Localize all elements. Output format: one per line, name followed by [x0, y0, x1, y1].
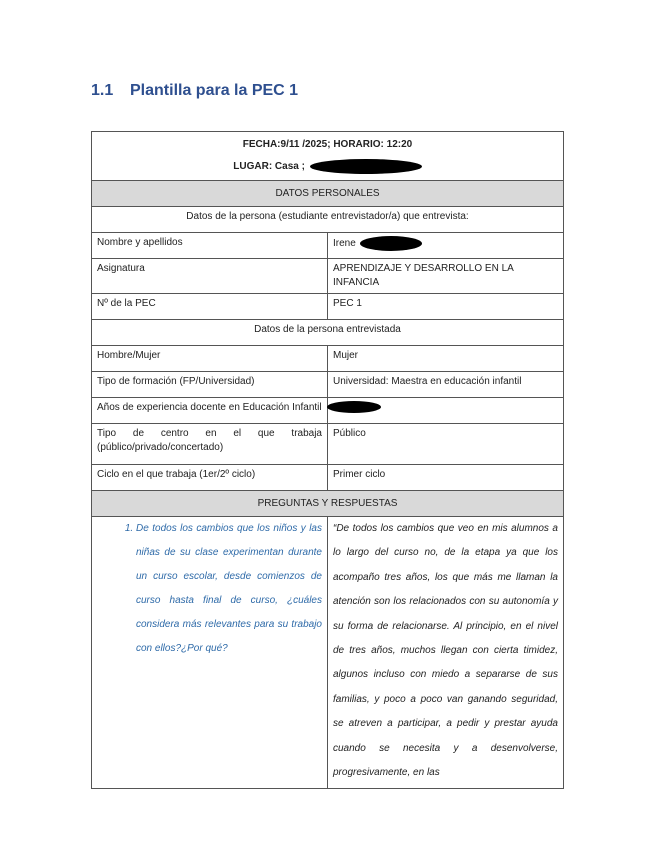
- datos-personales-header: DATOS PERSONALES: [92, 181, 564, 207]
- table-row: [92, 259, 564, 294]
- estudiante-header: Datos de la persona (estudiante entrevistador/a) que entrevista:: [92, 207, 564, 233]
- table-row: [92, 233, 564, 259]
- row-label: Ciclo en el que trabaja (1er/2º ciclo): [92, 465, 328, 491]
- estudiante-header-row: [92, 207, 564, 233]
- redaction-mark: [327, 401, 381, 413]
- table-row: [92, 398, 564, 424]
- row-value: Universidad: Maestra en educación infantil: [328, 372, 564, 398]
- row-label: Nombre y apellidos: [92, 233, 328, 259]
- preguntas-header-row: [92, 491, 564, 517]
- answer-cell: [328, 517, 564, 789]
- datos-personales-header-row: [92, 181, 564, 207]
- section-heading: [91, 82, 298, 100]
- row-value: [328, 398, 564, 424]
- section-number: 1.1: [91, 82, 114, 99]
- row-label: Hombre/Mujer: [92, 346, 328, 372]
- pec-template-table: [91, 131, 564, 789]
- table-row: [92, 372, 564, 398]
- table-row: [92, 294, 564, 320]
- row-label: Asignatura: [92, 259, 328, 294]
- preguntas-header: PREGUNTAS Y RESPUESTAS: [92, 491, 564, 517]
- nombre-value: Irene: [333, 238, 356, 250]
- row-value: Primer ciclo: [328, 465, 564, 491]
- question-cell: [92, 517, 328, 789]
- entrevistada-header-row: [92, 320, 564, 346]
- row-label: [92, 424, 328, 465]
- question-list: [97, 517, 322, 661]
- question-1: 1. De todos los cambios que los niños y las niñas de su clase experimentan durante un curso escolar, desde comienzos de curso hasta final de curso, ¿cuáles considera más relevantes para su trabajo con ellos?¿Por qué?: [136, 517, 322, 661]
- lugar-label: LUGAR: Casa ;: [233, 161, 305, 172]
- table-row: [92, 346, 564, 372]
- redaction-mark: [360, 236, 422, 251]
- row-value: Público: [328, 424, 564, 465]
- row-label: Tipo de formación (FP/Universidad): [92, 372, 328, 398]
- fecha-row: [92, 132, 564, 181]
- table-row: [92, 424, 564, 465]
- row-value: APRENDIZAJE Y DESARROLLO EN LA INFANCIA: [328, 259, 564, 294]
- fecha-lugar-cell: [92, 132, 564, 181]
- answer-1: “De todos los cambios que veo en mis alumnos a lo largo del curso no, de la etapa ya que los acompaño tres años, los que más me llaman la atención son los relacionados con su autonomía y su forma de relacionarse. Al principio, en el nivel de tres años, muchos llegan con cierta timidez, algunos incluso con miedo a separarse de sus familias, y poco a poco van ganando seguridad, se atreven a participar, a pedir y prestar ayuda cuando se necesita y a desenvolverse, progresivamente, en las: [333, 523, 558, 779]
- redaction-mark: [310, 159, 422, 174]
- question-row: [92, 517, 564, 789]
- table-row: [92, 465, 564, 491]
- row-value: PEC 1: [328, 294, 564, 320]
- lugar-line: [97, 156, 558, 178]
- section-title: Plantilla para la PEC 1: [130, 82, 299, 99]
- entrevistada-header: Datos de la persona entrevistada: [92, 320, 564, 346]
- row-label-text: Tipo de centro en el que trabaja (público/privado/concertado): [97, 428, 322, 453]
- fecha-line: FECHA:9/11 /2025; HORARIO: 12:20: [242, 139, 413, 150]
- row-value: Mujer: [328, 346, 564, 372]
- row-value: [328, 233, 564, 259]
- row-label: Nº de la PEC: [92, 294, 328, 320]
- row-label: Años de experiencia docente en Educación Infantil: [92, 398, 328, 424]
